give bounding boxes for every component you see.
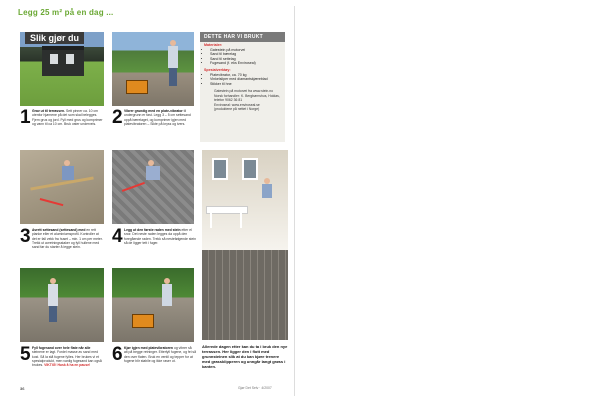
house-window [212, 158, 228, 180]
step-5-photo [20, 268, 104, 342]
plate-vibrator [132, 314, 154, 328]
step-6-body: og vibrer så alt på begge retninger. Etterfyll fugene, og fei så den over flaten. Bruk en ventil og tepper for at fugene blir stabile og ikke raser ut. [124, 346, 197, 363]
plate-vibrator [126, 80, 148, 94]
material-item: • Fugesand (f. eks Enviroseal) [210, 61, 281, 66]
step-number: 6 [112, 344, 123, 365]
table-leg [240, 212, 242, 228]
materials-label: Materialer: [204, 43, 223, 47]
contact-line: (produktene på nettet i Norge) [214, 106, 260, 111]
step-1-text [32, 109, 104, 126]
step-3-body: en rett planke eller et aluminiumsprofil. Kontroller at det er fall vekk fra huset – min. 1 cm per meter. Trekk ut avretningsstaker og fyll hullene med sand før du starter å legge stein. [32, 228, 103, 250]
step-4-photo [112, 150, 194, 224]
person-body [162, 284, 172, 306]
house-window [66, 54, 74, 64]
material-item: • Sand til settelag [210, 57, 281, 62]
arrow-icon [40, 198, 64, 206]
person-body [168, 46, 178, 68]
person-legs [169, 68, 177, 86]
person-body [48, 284, 58, 306]
person-body [146, 166, 160, 180]
magazine-issue: Gjør Det Selv · 4/2007 [238, 386, 272, 390]
page-number: 36 [20, 386, 25, 391]
step-3-photo [20, 150, 104, 224]
material-item: • Sand til bærelag [210, 52, 281, 57]
step-1-body: Sett pinner ca. 10 cm utenfor hjørnene på det som skal belegges. Fjern grus og jord. Fyll med grus og komprimer og vann til ca 10 cm. Bruk vater underveis. [32, 109, 103, 126]
step-2-body: til undergrunn er fast. Legg 3 – 5 cm settesand oppå bærelaget, og komprimer igjen med platevibratoren – Sikte på kryss og tvers. [124, 109, 191, 126]
step-number: 1 [20, 107, 31, 128]
step-3-heading: Avrett settesand (settesand) med [32, 228, 86, 232]
step-6-heading: Kjør igjen med platevibratoren [124, 346, 173, 350]
table-leg [210, 212, 212, 228]
step-5-text [32, 346, 104, 367]
person-body [62, 166, 74, 180]
section-title: Slik gjør du [25, 32, 84, 44]
step-2-text [124, 109, 196, 126]
step-number: 5 [20, 344, 31, 365]
tool-item: • Platevibrator, ca. 70 kg [210, 73, 281, 78]
person-body [262, 184, 272, 198]
tools-section [200, 67, 285, 87]
page-header: Legg 25 m² på en dag ... [18, 8, 114, 17]
materials-sidebar [200, 32, 285, 142]
step-2-photo [112, 32, 194, 106]
step-4-text [124, 228, 196, 245]
step-4-heading: Legg ut den første raden med stein [124, 228, 181, 232]
step-number: 3 [20, 226, 31, 247]
finished-terrace-photo [202, 150, 288, 340]
step-6-photo [112, 268, 194, 342]
house-window [242, 158, 258, 180]
tools-label: Spesialverktøy: [204, 67, 231, 72]
step-5-warning: VIKTIG! Husk å ha en pause! [44, 363, 91, 368]
supplier-contact [200, 87, 285, 111]
step-2-heading: Vibrer grundig med en plate-vibrator [124, 109, 183, 113]
arrow-icon [122, 182, 145, 192]
tool-item: • Vinkelsliper med diamantskjæreblad [210, 77, 281, 82]
photo-caption: Allerede dagen etter kan du ta i bruk den nye terrassen. Her ligger den i flott med grunnsteinen slik at du kan kjøre trenere med grassklipperen og unngår langt grøss i kanten. [202, 344, 288, 369]
contact-line: Gatestein på motorvei fra www.stein.no [214, 89, 273, 94]
step-6-text [124, 346, 196, 363]
step-1-heading: Grav ut til terrassen. [32, 109, 65, 113]
step-4-body: etter el snor. Det neste raden legges da oppå den foregående raden. Trekk så nestefølgende stein så de ligger tett i fuger. [124, 228, 197, 245]
house-shape [42, 46, 84, 76]
step-number: 4 [112, 226, 123, 247]
step-5-body: steinene er lagt. Fordel masse av sand med kost. Så la stå fugene fylles. Her brukes vi et spesialprodukt, men vanlig fugesand kan også brukes. [32, 350, 102, 368]
sidebar-title: DETTE HAR VI BRUKT [200, 32, 285, 42]
contact-line: Norsk forhandler: K. Bergbørnshus, Holdas, telefon 9062 36 81 [214, 93, 280, 103]
cobblestone-pavement [202, 250, 288, 340]
house-window [50, 54, 58, 64]
material-item: • Gatestein på motorvei [210, 48, 281, 53]
step-number: 2 [112, 107, 123, 128]
contact-line: Enviroseal: www.enviroseal.se [214, 102, 260, 107]
page-gutter-divider [294, 6, 295, 396]
step-3-text [32, 228, 104, 249]
person-legs [49, 306, 57, 322]
step-5-heading: Fyll fugesand over hele flate når alle [32, 346, 91, 350]
materials-section [200, 42, 285, 67]
tool-item: • Stikker til hne [210, 82, 281, 87]
